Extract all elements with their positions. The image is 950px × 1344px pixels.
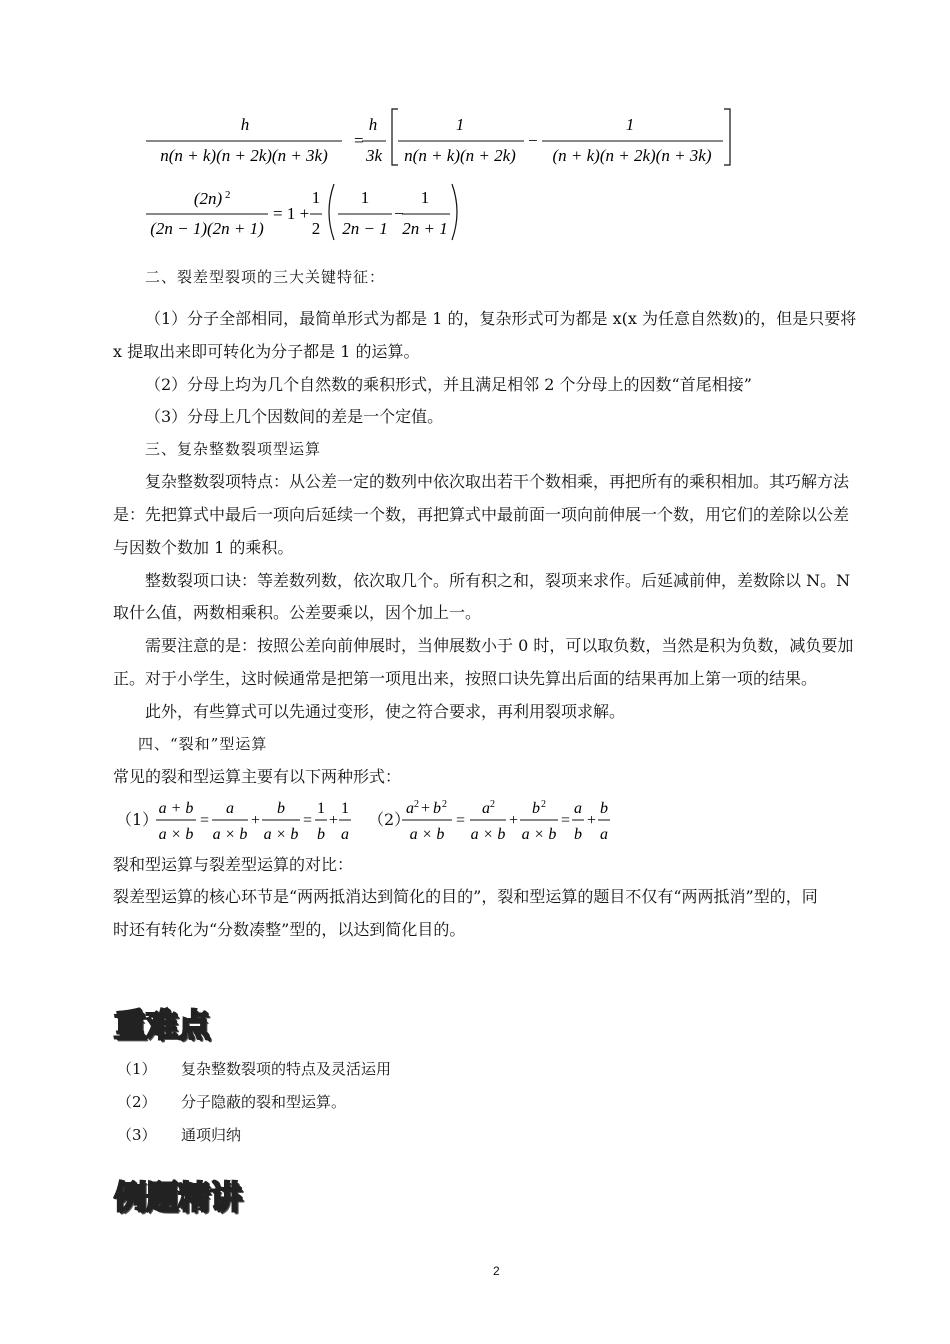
svg-text:b: b	[574, 826, 582, 843]
key-point-3	[117, 1124, 717, 1145]
f2-term1-numerator: 1	[360, 188, 370, 207]
svg-text:a × b: a × b	[158, 826, 194, 843]
key-point-text: 复杂整数裂项的特点及灵活运用	[181, 1060, 392, 1078]
key-points-heading: 重难点	[114, 1006, 211, 1044]
f2-lhs-exponent: 2	[225, 189, 231, 201]
svg-text:=: =	[456, 812, 466, 829]
section3-para1-line1: 复杂整数裂项特点：从公差一定的数列中依次取出若干个数相乘，再把所有的乘积相加。其巧解方法	[145, 472, 850, 491]
section3-para3-line2: 正。对于小学生，这时候通常是把第一项甩出来，按照口诀先算出后面的结果再加上第一项的结果。	[113, 669, 818, 688]
f2-half-denominator: 2	[311, 219, 321, 238]
f2-lhs-numerator: (2n)	[193, 189, 223, 208]
comparison-line2: 时还有转化为“分数凑整”型的，以达到简化目的。	[113, 920, 466, 939]
key-point-number: （1）	[117, 1060, 157, 1078]
svg-text:2: 2	[442, 799, 447, 810]
f1-lhs-denominator: n(n + k)(n + 2k)(n + 3k)	[160, 146, 328, 165]
page-number: 2	[493, 1264, 500, 1278]
key-point-text: 通项归纳	[181, 1126, 242, 1144]
section3-para3-line1: 需要注意的是：按照公差向前伸展时，当伸展数小于 0 时，可以取负数，当然是积为负数，减负要加	[145, 636, 854, 655]
key-point-number: （3）	[117, 1126, 157, 1144]
svg-text:=: =	[561, 812, 571, 829]
f2-minus: −	[394, 204, 404, 223]
section3-title: 三、复杂整数裂项型运算	[145, 440, 322, 458]
svg-text:+: +	[509, 812, 519, 829]
formula-2	[140, 178, 470, 244]
f1-term1-denominator: n(n + k)(n + 2k)	[404, 146, 516, 165]
svg-text:+: +	[421, 800, 431, 817]
formula-label-1: （1）	[116, 810, 159, 829]
svg-text:2: 2	[414, 799, 419, 810]
f1-coef-denominator: 3k	[365, 146, 383, 165]
svg-text:a × b: a × b	[263, 826, 299, 843]
svg-text:b: b	[600, 800, 608, 817]
svg-text:b: b	[317, 826, 325, 843]
svg-text:a + b: a + b	[158, 800, 194, 817]
comparison-line1: 裂差型运算的核心环节是“两两抵消达到简化的目的”，裂和型运算的题目不仅有“两两抵消”型的，同	[113, 887, 818, 906]
svg-text:a: a	[341, 826, 349, 843]
section3-para4: 此外，有些算式可以先通过变形，使之符合要求，再利用裂项求解。	[145, 702, 626, 721]
svg-text:+: +	[251, 812, 261, 829]
f1-coef-numerator: h	[368, 115, 378, 134]
svg-text:2: 2	[541, 799, 546, 810]
f1-term1-numerator: 1	[455, 115, 465, 134]
section2-point2: （2）分母上均为几个自然数的乘积形式，并且满足相邻 2 个分母上的因数“首尾相接”	[145, 375, 752, 394]
section4-intro: 常见的裂和型运算主要有以下两种形式：	[113, 767, 402, 786]
f1-term2-numerator: 1	[625, 115, 635, 134]
key-point-2	[117, 1091, 717, 1112]
section2-title: 二、裂差型裂项的三大关键特征：	[145, 268, 386, 286]
svg-text:b: b	[277, 800, 285, 817]
svg-text:1: 1	[317, 800, 325, 817]
section3-para2-line2: 取什么值，两数相乘积。公差要乘以，因个加上一。	[113, 603, 482, 622]
svg-text:a × b: a × b	[470, 826, 506, 843]
key-point-1	[117, 1058, 717, 1079]
svg-text:a: a	[574, 800, 582, 817]
f2-half-numerator: 1	[311, 188, 321, 207]
section4-title: 四、“裂和”型运算	[138, 735, 268, 753]
svg-text:b: b	[532, 800, 540, 817]
formula-split-sum-2	[400, 794, 614, 846]
svg-text:a: a	[482, 800, 490, 817]
svg-text:+: +	[587, 812, 597, 829]
section3-para1-line2: 是：先把算式中最后一项向后延续一个数，再把算式中最前面一项向前伸展一个数，用它们的差除以公差	[113, 505, 850, 524]
f1-equals: =	[354, 131, 364, 150]
key-point-text: 分子隐蔽的裂和型运算。	[181, 1093, 347, 1111]
svg-text:2: 2	[490, 799, 495, 810]
section3-para2-line1: 整数裂项口诀：等差数列数，依次取几个。所有积之和，裂项来求作。后延减前伸，差数除以 N。N	[145, 571, 851, 590]
formula-split-sum-1	[154, 794, 354, 846]
svg-text:a × b: a × b	[521, 826, 557, 843]
svg-text:=: =	[303, 812, 313, 829]
key-point-number: （2）	[117, 1093, 157, 1111]
f1-lhs-numerator: h	[240, 115, 250, 134]
examples-heading: 例题精讲	[114, 1178, 243, 1216]
formula-label-2: （2）	[368, 810, 411, 829]
f2-term2-denominator: 2n + 1	[402, 219, 448, 238]
svg-text:+: +	[329, 812, 339, 829]
svg-text:1: 1	[341, 800, 349, 817]
section2-point1-line2: x 提取出来即可转化为分子都是 1 的运算。	[113, 342, 420, 361]
section2-point1-line1: （1）分子全部相同，最简单形式为都是 1 的，复杂形式可为都是 x(x 为任意自然数)的，但是只要将	[145, 309, 857, 328]
f2-lhs-denominator: (2n − 1)(2n + 1)	[150, 219, 264, 238]
f1-term2-denominator: (n + k)(n + 2k)(n + 3k)	[552, 146, 712, 165]
f2-term2-numerator: 1	[420, 188, 430, 207]
comparison-title: 裂和型运算与裂差型运算的对比：	[113, 855, 354, 874]
svg-text:a × b: a × b	[409, 826, 445, 843]
svg-text:a: a	[406, 800, 414, 817]
f2-term1-denominator: 2n − 1	[342, 219, 388, 238]
section2-point3: （3）分母上几个因数间的差是一个定值。	[145, 407, 444, 426]
svg-text:a × b: a × b	[212, 826, 248, 843]
section3-para1-line3: 与因数个数加 1 的乘积。	[113, 538, 294, 557]
f2-equals-one-plus: = 1 +	[273, 204, 310, 223]
svg-text:a: a	[226, 800, 234, 817]
svg-text:=: =	[200, 812, 210, 829]
formula-1	[140, 105, 740, 169]
f1-minus: −	[528, 131, 538, 150]
svg-text:b: b	[433, 800, 441, 817]
svg-text:a: a	[600, 826, 608, 843]
